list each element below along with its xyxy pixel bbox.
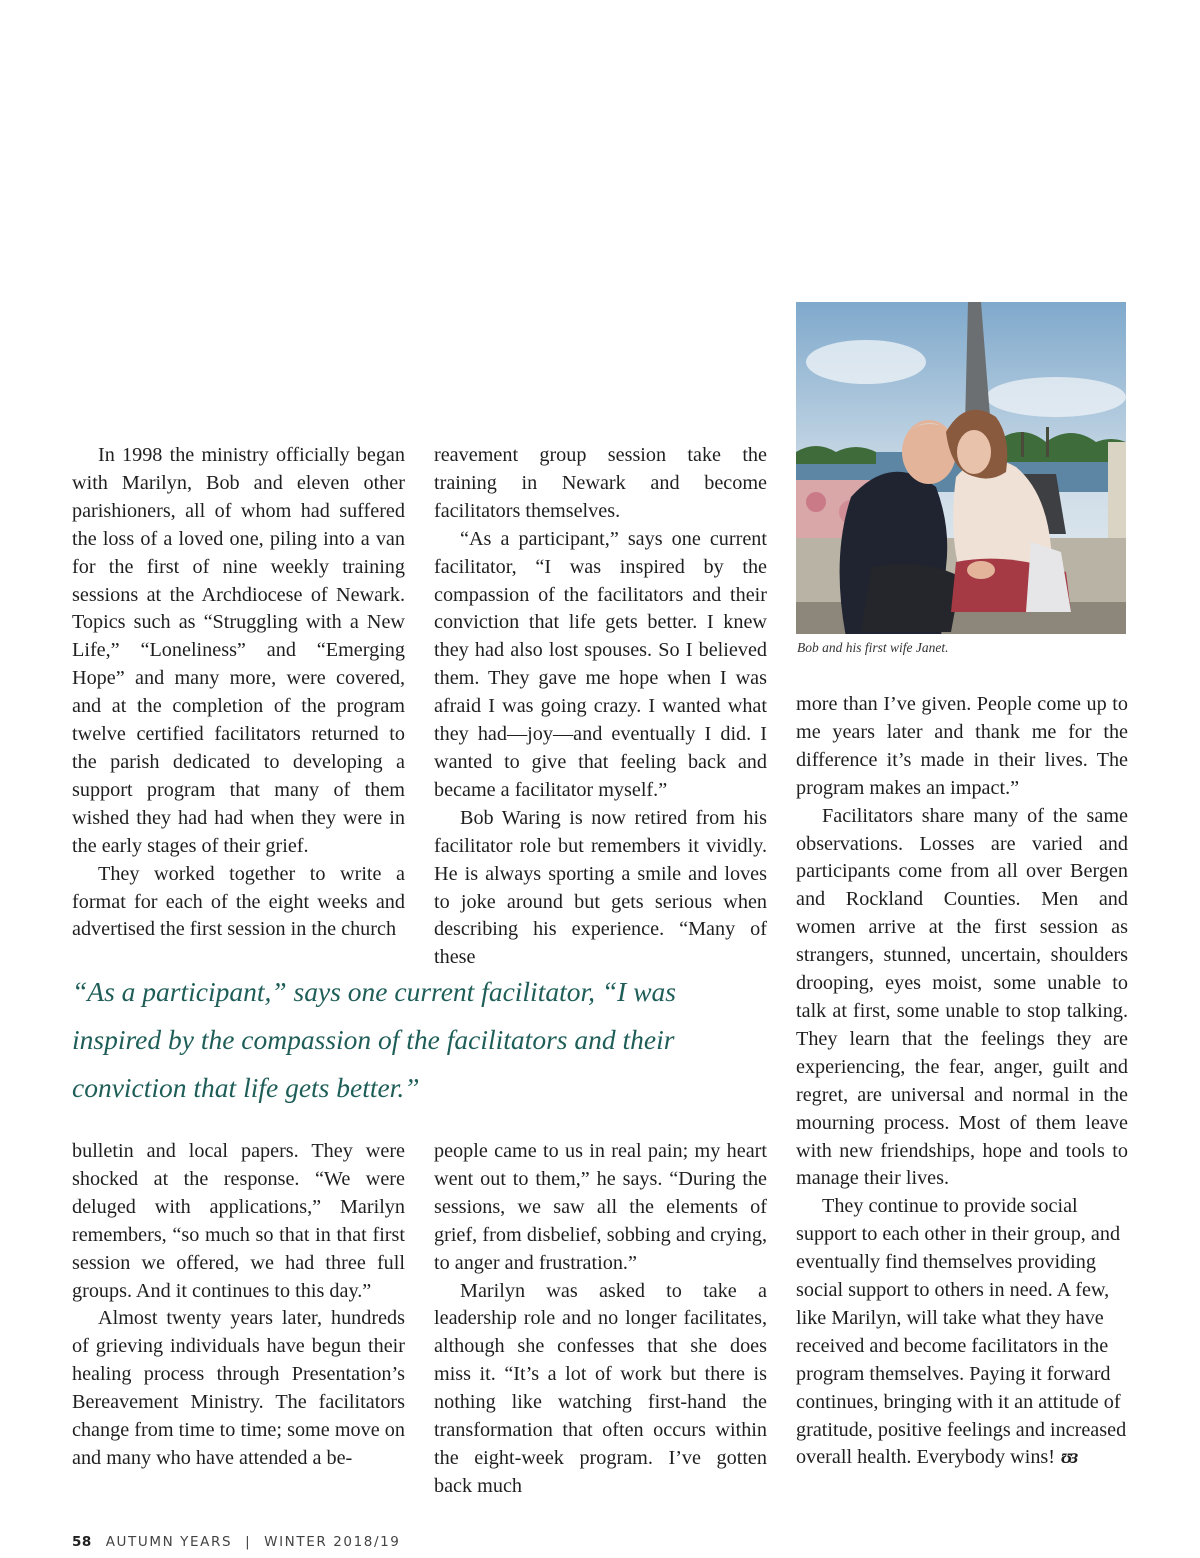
- article-column-1-bottom: [72, 1138, 405, 1473]
- paragraph: bulletin and local papers. They were shocked at the response. “We were deluged with applications,” Marilyn remembers, “so much so that in that first session we offered, we had three full groups. And it continues to this day.”: [72, 1140, 405, 1302]
- paragraph: In 1998 the ministry officially began with Marilyn, Bob and eleven other parishioners, all of whom had suffered the loss of a loved one, piling into a van for the first of nine weekly training sessions at the Archdiocese of Newark. Topics such as “Struggling with a New Life,” “Loneliness” and “Emerging Hope” and many more, were covered, and at the completion of the program twelve certified facilitators returned to the parish dedicated to developing a support program that many of them wished they had had when they were in the early stages of their grief.: [72, 444, 405, 857]
- article-column-2-top: [434, 442, 767, 972]
- paragraph: Marilyn was asked to take a leadership role and no longer facilitates, although she confesses that she does miss it. “It’s a lot of work but there is nothing like watching first-hand the transformation that often occurs within the eight-week program. I’ve gotten back much: [434, 1279, 767, 1497]
- photo-bob-and-janet: [796, 302, 1126, 634]
- photo-illustration: [796, 302, 1126, 634]
- paragraph-text: They continue to provide social support to each other in their group, and eventually find themselves providing social support to others in need. A few, like Marilyn, will take what they have received and become facilitators in the program themselves. Paying it forward continues, bringing with it an attitude of gratitude, positive feelings and increased overall health. Everybody wins!: [796, 1195, 1127, 1469]
- page-footer: [72, 1534, 400, 1550]
- article-column-1-top: [72, 442, 405, 944]
- paragraph: “As a participant,” says one current facilitator, “I was inspired by the compassion of the facilitators and their conviction that life gets better. I knew they had also lost spouses. So I believed them. They gave me hope when I was afraid I was going crazy. I wanted what they had—joy—and eventually I did. I wanted to give that feeling back and became a facilitator myself.”: [434, 527, 767, 801]
- paragraph: Almost twenty years later, hundreds of grieving individuals have begun their healing process through Presentation’s Bereavement Ministry. The facilitators change from time to time; some move on and many who have attended a be-: [72, 1307, 405, 1469]
- paragraph: reavement group session take the training in Newark and become facilitators themselves.: [434, 444, 767, 522]
- article-column-2-bottom: [434, 1138, 767, 1501]
- footer-separator: |: [245, 1534, 252, 1550]
- article-column-3: [796, 691, 1128, 1472]
- end-of-article-mark: ʊɜ: [1061, 1446, 1077, 1469]
- pull-quote: “As a participant,” says one current facilitator, “I was inspired by the compassion of the facilitators and their conviction that life gets better.”: [72, 976, 677, 1103]
- paragraph: They worked together to write a format for each of the eight weeks and advertised the first session in the church: [72, 862, 405, 941]
- paragraph: [796, 1193, 1128, 1472]
- issue-date: WINTER 2018/19: [264, 1534, 401, 1550]
- page-number: 58: [72, 1534, 92, 1550]
- paragraph: people came to us in real pain; my heart went out to them,” he says. “During the sessions, we saw all the elements of grief, from disbelief, sobbing and crying, to anger and frustration.”: [434, 1140, 767, 1274]
- paragraph: Bob Waring is now retired from his facilitator role but remembers it vividly. He is always sporting a smile and loves to joke around but gets serious when describing his experience. “Many of these: [434, 806, 767, 969]
- photo-caption: Bob and his first wife Janet.: [797, 640, 949, 655]
- publication-name: AUTUMN YEARS: [105, 1534, 233, 1550]
- paragraph: Facilitators share many of the same observations. Losses are varied and participants come from all over Bergen and Rockland Counties. Men and women arrive at the first session as strangers, stunned, uncertain, shoulders drooping, eyes moist, some unable to talk at first, some unable to stop talking. They learn that the feelings they are experiencing, the fear, anger, guilt and regret, are universal and normal in the mourning process. Most of them leave with new friendships, hope and tools to manage their lives.: [796, 804, 1128, 1190]
- paragraph: more than I’ve given. People come up to me years later and thank me for the difference it’s made in their lives. The program makes an impact.”: [796, 693, 1128, 799]
